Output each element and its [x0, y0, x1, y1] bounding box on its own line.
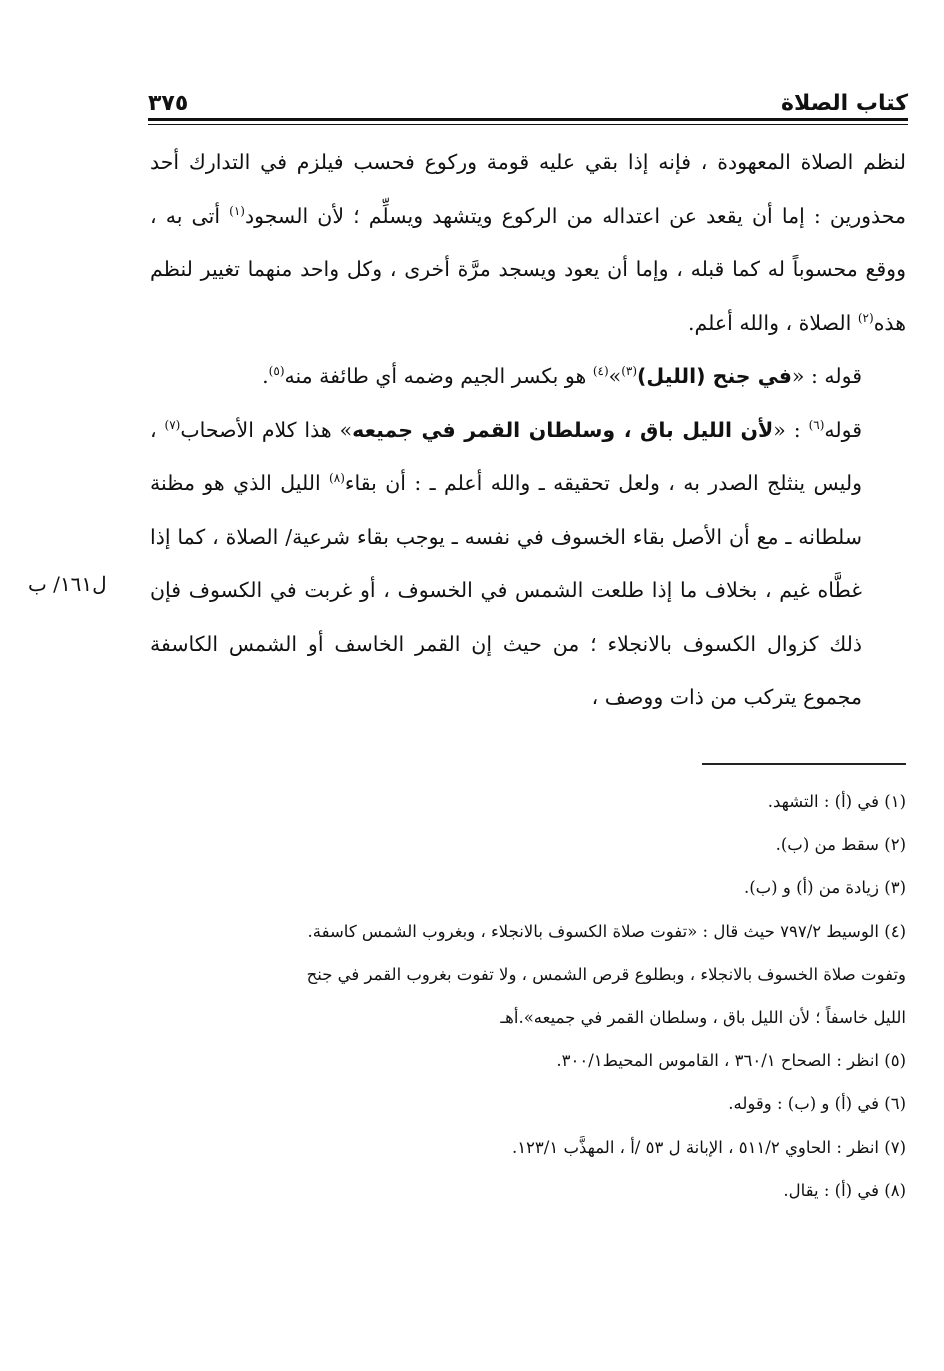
text-run: » — [608, 364, 622, 388]
text-run: ، وليس ينثلج الصدر به ، ولعل تحقيقه ـ والله أعلم ـ : أن بقاء — [150, 417, 862, 495]
page-number: ٣٧٥ — [148, 91, 189, 116]
quoted-phrase: في جنح (الليل) — [637, 364, 792, 388]
text-run: : « — [773, 417, 809, 442]
footnote-1: (١) في (أ) : التشهد. — [767, 792, 906, 811]
footnote-ref[interactable]: (٤) — [592, 364, 609, 379]
manuscript-folio-note: ل١٦١/ ب — [28, 572, 107, 596]
footnote-2: (٢) سقط من (ب). — [775, 835, 906, 855]
quoted-phrase: لأن الليل باق ، وسلطان القمر في جميعه — [352, 417, 774, 442]
paragraph-3 — [150, 404, 906, 725]
book-title: كتاب الصلاة — [781, 91, 908, 116]
text-run: » هذا كلام الأصحاب — [180, 417, 353, 442]
text-run: الليل الذي هو مظنة سلطانه ـ مع أن الأصل بقاء الخسوف في نفسه ـ يوجب بقاء شرعية/ الصلاة ، كما إذا غطَّاه غيم ، بخلاف ما إذا طلعت الشمس في الخسوف ، أو غربت في الكسوف فإن ذلك كزوال الكسوف بالانجلاء ؛ من حيث إن القمر الخاسف أو الشمس الكاسفة مجموع يتركب من ذات ووصف ، — [150, 471, 862, 709]
footnote-ref[interactable]: (٦) — [808, 417, 825, 432]
footnote-7: (٧) انظر : الحاوي ٥١١/٢ ، الإبانة ل ٥٣ /أ ، المهذَّب ١٢٣/١. — [511, 1137, 906, 1157]
header-rule-thick — [148, 118, 908, 121]
paragraph-1 — [150, 136, 906, 350]
footnote-ref[interactable]: (٧) — [164, 417, 181, 432]
footnote-4-continued: الليل خاسفاً ؛ لأن الليل باق ، وسلطان القمر في جميعه».أهـ — [500, 1008, 906, 1028]
footnote-ref[interactable]: (٥) — [268, 364, 285, 379]
text-run: قوله : « — [791, 364, 862, 388]
footnote-6: (٦) في (أ) و (ب) : وقوله. — [728, 1094, 906, 1114]
footnote-ref[interactable]: (١) — [229, 203, 245, 218]
text-run: قوله — [824, 417, 863, 442]
footnote-8: (٨) في (أ) : يقال. — [783, 1180, 906, 1200]
footnote-4-continued: وتفوت صلاة الخسوف بالانجلاء ، وبطلوع قرص الشمس ، ولا تفوت بغروب القمر في جنح — [306, 964, 906, 984]
footnotes — [150, 780, 906, 1212]
footnote-separator — [702, 763, 906, 765]
running-head — [148, 82, 908, 116]
text-run: . — [262, 364, 269, 388]
text-run: أتى به ، ووقع محسوباً له كما قبله ، وإما أن يعود ويسجد مرَّة أخرى ، وكل واحد منهما تغيير لنظم هذه — [150, 203, 906, 335]
text-run: الصلاة ، والله أعلم. — [687, 310, 858, 335]
footnote-3: (٣) زيادة من (أ) و (ب). — [743, 878, 906, 898]
paragraph-2 — [150, 350, 906, 404]
footnote-ref[interactable]: (٢) — [857, 310, 874, 325]
footnote-5: (٥) انظر : الصحاح ٣٦٠/١ ، القاموس المحيط٣٠٠/١. — [556, 1051, 906, 1071]
footnote-ref[interactable]: (٨) — [329, 471, 345, 486]
main-text — [150, 136, 906, 725]
header-rule-thin — [148, 124, 908, 125]
text-run: لنظم الصلاة المعهودة ، فإنه إذا بقي عليه قومة وركوع فحسب فيلزم في التدارك أحد محذورين : إما أن يقعد عن اعتداله من الركوع ويتشهد ويسلِّم ؛ لأن السجود — [150, 150, 906, 228]
footnote-4: (٤) الوسيط ٧٩٧/٢ حيث قال : «تفوت صلاة الكسوف بالانجلاء ، وبغروب الشمس كاسفة. — [307, 921, 906, 941]
footnote-ref[interactable]: (٣) — [621, 364, 638, 379]
text-run: هو بكسر الجيم وضمه أي طائفة منه — [284, 364, 593, 388]
